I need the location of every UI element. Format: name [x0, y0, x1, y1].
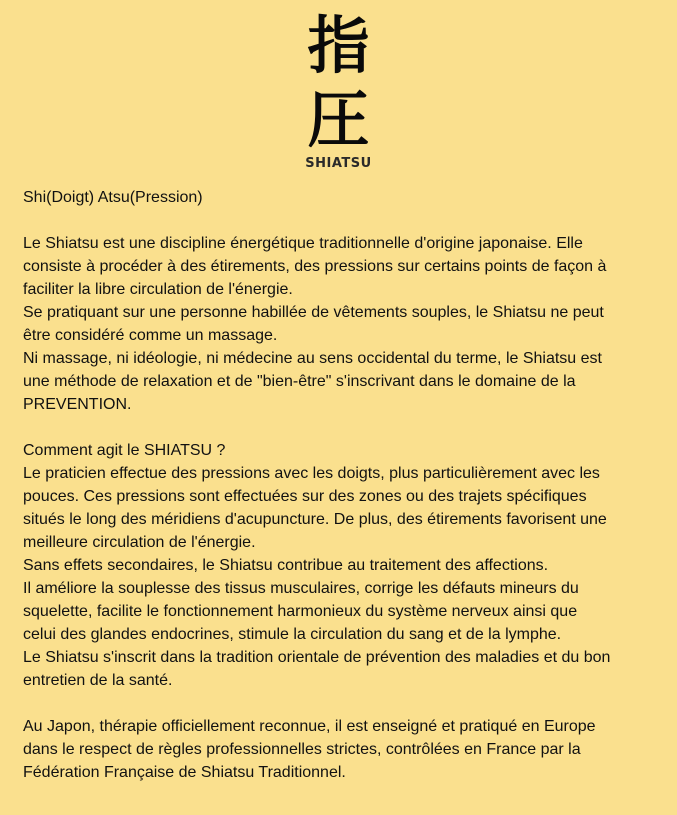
- kanji-atsu: 圧: [307, 83, 370, 156]
- section2-line: Le Shiatsu s'inscrit dans la tradition orientale de prévention des maladies et du bon: [23, 649, 611, 666]
- intro-line: Shi(Doigt) Atsu(Pression): [23, 189, 203, 206]
- section2-line: entretien de la santé.: [23, 672, 173, 689]
- paragraph-gap: [23, 416, 663, 439]
- section2-heading: Comment agit le SHIATSU ?: [23, 442, 226, 459]
- section2-line: situés le long des méridiens d'acupuncture. De plus, des étirements favorisent une: [23, 511, 607, 528]
- page-header: [0, 10, 677, 171]
- section2-line: Le praticien effectue des pressions avec les doigts, plus particulièrement avec les: [23, 465, 600, 482]
- section2-line: celui des glandes endocrines, stimule la circulation du sang et de la lymphe.: [23, 626, 562, 643]
- section1-line: consiste à procéder à des étirements, des pressions sur certains points de façon à: [23, 258, 607, 275]
- article-body: [23, 186, 663, 784]
- section1-line: faciliter la libre circulation de l'énergie.: [23, 281, 293, 298]
- paragraph-gap: [23, 209, 663, 232]
- section1-line: une méthode de relaxation et de "bien-être" s'inscrivant dans le domaine de la: [23, 373, 576, 390]
- section3-line: dans le respect de règles professionnelles strictes, contrôlées en France par la: [23, 741, 581, 758]
- section3-line: Fédération Française de Shiatsu Traditionnel.: [23, 764, 346, 781]
- section1-line: Se pratiquant sur une personne habillée de vêtements souples, le Shiatsu ne peut: [23, 304, 604, 321]
- section2-line: Il améliore la souplesse des tissus musculaires, corrige les défauts mineurs du: [23, 580, 579, 597]
- section1-line: Le Shiatsu est une discipline énergétique traditionnelle d'origine japonaise. Elle: [23, 235, 583, 252]
- section1-line: être considéré comme un massage.: [23, 327, 278, 344]
- section2-line: pouces. Ces pressions sont effectuées sur des zones ou des trajets spécifiques: [23, 488, 587, 505]
- section3-line: Au Japon, thérapie officiellement reconnue, il est enseigné et pratiqué en Europe: [23, 718, 596, 735]
- section1-line: PREVENTION.: [23, 396, 132, 413]
- section2-line: Sans effets secondaires, le Shiatsu contribue au traitement des affections.: [23, 557, 549, 574]
- paragraph-gap: [23, 692, 663, 715]
- section1-line: Ni massage, ni idéologie, ni médecine au sens occidental du terme, le Shiatsu est: [23, 350, 602, 367]
- page-title: SHIATSU: [305, 156, 372, 171]
- section2-line: meilleure circulation de l'énergie.: [23, 534, 256, 551]
- kanji-shi: 指: [307, 9, 370, 82]
- section2-line: squelette, facilite le fonctionnement harmonieux du système nerveux ainsi que: [23, 603, 578, 620]
